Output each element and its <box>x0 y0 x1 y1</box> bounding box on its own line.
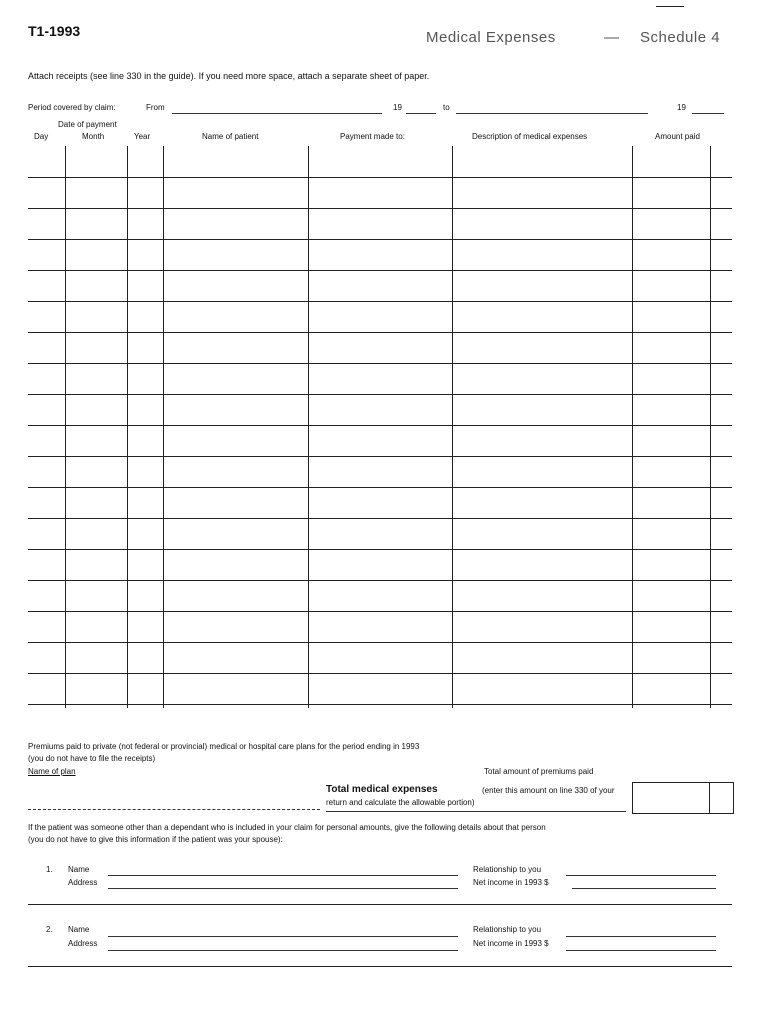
person-1-income-field[interactable] <box>572 888 716 889</box>
table-row[interactable] <box>28 549 732 550</box>
person-2-address-label: Address <box>68 939 98 948</box>
table-row[interactable] <box>28 332 732 333</box>
person-1-name-label: Name <box>68 865 90 874</box>
table-row[interactable] <box>28 270 732 271</box>
total-underline <box>326 811 626 812</box>
premiums-text-1: Premiums paid to private (not federal or provincial) medical or hospital care plans for the period ending in 1993 <box>28 742 420 751</box>
table-row[interactable] <box>28 456 732 457</box>
period-to-field[interactable] <box>456 113 648 114</box>
person-1-relationship-label: Relationship to you <box>473 865 542 874</box>
total-amount-box[interactable] <box>632 782 734 814</box>
section-divider-1 <box>28 904 732 905</box>
period-year-prefix-2: 19 <box>677 103 686 112</box>
schedule-label: Schedule 4 <box>640 29 721 46</box>
person-2-name-label: Name <box>68 925 90 934</box>
premiums-text-2: (you do not have to file the receipts) <box>28 754 156 763</box>
instructions: Attach receipts (see line 330 in the guide). If you need more space, attach a separate sheet of paper. <box>28 71 430 81</box>
person-2-address-field[interactable] <box>108 950 458 951</box>
table-row[interactable] <box>28 518 732 519</box>
person-1-income-label: Net income in 1993 $ <box>473 878 549 887</box>
form-title: Medical Expenses <box>426 29 556 46</box>
table-column-divider <box>163 146 164 708</box>
table-row[interactable] <box>28 363 732 364</box>
table-row[interactable] <box>28 425 732 426</box>
table-column-divider <box>452 146 453 708</box>
section-divider-2 <box>28 966 732 967</box>
col-header-patient: Name of patient <box>202 132 259 141</box>
table-row[interactable] <box>28 704 732 705</box>
total-note-2: return and calculate the allowable portion) <box>326 798 475 807</box>
person-1-number: 1. <box>46 865 53 874</box>
plan-name-field[interactable] <box>28 809 320 810</box>
table-column-divider <box>710 146 711 708</box>
period-year-prefix-1: 19 <box>393 103 402 112</box>
col-header-year: Year <box>134 132 151 141</box>
table-row[interactable] <box>28 673 732 674</box>
table-row[interactable] <box>28 642 732 643</box>
header-rule <box>656 6 684 7</box>
period-to-label: to <box>443 103 450 112</box>
total-medical-label: Total medical expenses <box>326 784 438 795</box>
col-header-amount: Amount paid <box>655 132 700 141</box>
table-row[interactable] <box>28 580 732 581</box>
col-header-payment-to: Payment made to: <box>340 132 405 141</box>
person-2-income-field[interactable] <box>566 950 716 951</box>
table-column-divider <box>632 146 633 708</box>
person-2-relationship-label: Relationship to you <box>473 925 542 934</box>
person-1-name-field[interactable] <box>108 875 458 876</box>
period-from-year-field[interactable] <box>406 113 436 114</box>
person-1-address-label: Address <box>68 878 98 887</box>
col-header-day: Day <box>34 132 49 141</box>
name-of-plan-label: Name of plan <box>28 767 76 776</box>
title-dash: — <box>604 29 619 46</box>
table-row[interactable] <box>28 611 732 612</box>
table-row[interactable] <box>28 177 732 178</box>
table-row[interactable] <box>28 394 732 395</box>
period-from-field[interactable] <box>172 113 382 114</box>
table-row[interactable] <box>28 239 732 240</box>
col-header-month: Month <box>82 132 105 141</box>
total-cents-divider <box>709 782 710 814</box>
total-note-1: (enter this amount on line 330 of your <box>482 786 615 795</box>
date-of-payment-header: Date of payment <box>58 120 117 129</box>
person-2-relationship-field[interactable] <box>566 936 716 937</box>
table-row[interactable] <box>28 487 732 488</box>
table-column-divider <box>65 146 66 708</box>
person-1-relationship-field[interactable] <box>566 875 716 876</box>
period-from-label: From <box>146 103 165 112</box>
person-2-income-label: Net income in 1993 $ <box>473 939 549 948</box>
total-premiums-label: Total amount of premiums paid <box>484 767 594 776</box>
dependant-text-2: (you do not have to give this information if the patient was your spouse): <box>28 835 283 844</box>
person-1-address-field[interactable] <box>108 888 458 889</box>
period-to-year-field[interactable] <box>692 113 724 114</box>
table-row[interactable] <box>28 208 732 209</box>
table-row[interactable] <box>28 301 732 302</box>
col-header-description: Description of medical expenses <box>472 132 588 141</box>
person-2-number: 2. <box>46 925 53 934</box>
form-code: T1-1993 <box>28 23 81 39</box>
period-label: Period covered by claim: <box>28 103 116 112</box>
table-column-divider <box>308 146 309 708</box>
dependant-text-1: If the patient was someone other than a dependant who is included in your claim for personal amounts, give the following details about that person <box>28 823 546 832</box>
person-2-name-field[interactable] <box>108 936 458 937</box>
table-column-divider <box>127 146 128 708</box>
